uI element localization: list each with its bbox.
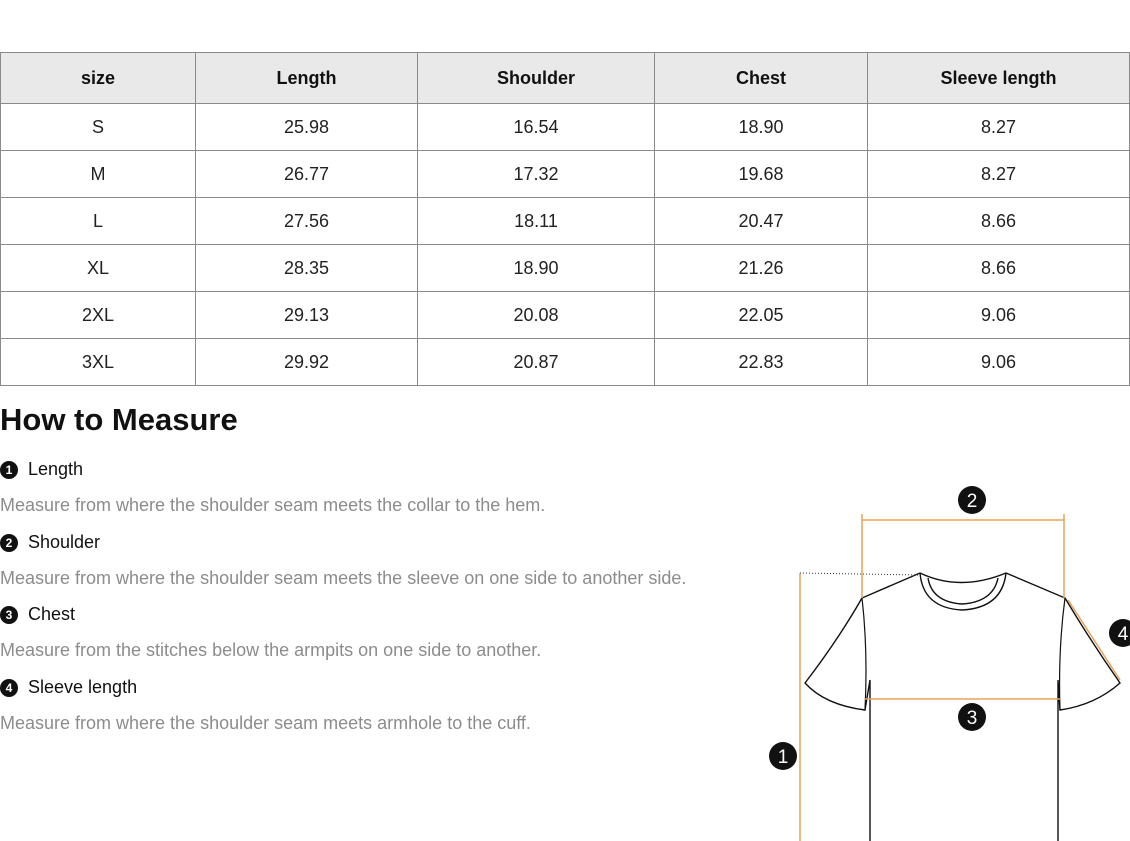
number-3-icon: 3 (0, 606, 18, 624)
step-label: Chest (28, 604, 76, 624)
step-sleeve-length (0, 677, 137, 698)
step-label: Sleeve length (28, 677, 138, 697)
cell-sleeve-length: 8.27 (868, 151, 1130, 198)
header-length: Length (196, 53, 418, 104)
table-row (1, 339, 1130, 386)
tshirt-measurement-diagram (760, 480, 1129, 841)
step-label: Length (28, 459, 84, 479)
cell-size: M (1, 151, 196, 198)
cell-size: L (1, 198, 196, 245)
cell-sleeve-length: 9.06 (868, 339, 1130, 386)
number-4-icon: 4 (0, 679, 18, 697)
table-row (1, 104, 1130, 151)
step-description: Measure from where the shoulder seam meets the collar to the hem. (0, 495, 546, 515)
cell-shoulder: 16.54 (418, 104, 655, 151)
cell-chest: 22.05 (655, 292, 868, 339)
number-1-icon: 1 (0, 461, 18, 479)
size-chart-table (0, 52, 1130, 386)
cell-size: S (1, 104, 196, 151)
header-size: size (1, 53, 196, 104)
cell-shoulder: 17.32 (418, 151, 655, 198)
marker-4-icon (1109, 619, 1130, 647)
cell-size: 3XL (1, 339, 196, 386)
svg-text:2: 2 (966, 491, 978, 512)
step-description: Measure from where the shoulder seam meets armhole to the cuff. (0, 713, 531, 733)
svg-text:3: 3 (966, 708, 978, 729)
cell-sleeve-length: 9.06 (868, 292, 1130, 339)
cell-shoulder: 18.11 (418, 198, 655, 245)
cell-sleeve-length: 8.27 (868, 104, 1130, 151)
header-sleeve-length: Sleeve length (868, 53, 1130, 104)
cell-length: 25.98 (196, 104, 418, 151)
step-shoulder (0, 532, 100, 553)
cell-sleeve-length: 8.66 (868, 245, 1130, 292)
cell-length: 28.35 (196, 245, 418, 292)
step-label: Shoulder (28, 532, 101, 552)
cell-sleeve-length: 8.66 (868, 198, 1130, 245)
cell-shoulder: 18.90 (418, 245, 655, 292)
header-shoulder: Shoulder (418, 53, 655, 104)
cell-length: 29.92 (196, 339, 418, 386)
tshirt-armhole-seams (862, 598, 1065, 710)
cell-chest: 19.68 (655, 151, 868, 198)
cell-shoulder: 20.87 (418, 339, 655, 386)
marker-1-icon (769, 742, 797, 770)
cell-shoulder: 20.08 (418, 292, 655, 339)
cell-length: 27.56 (196, 198, 418, 245)
cell-chest: 21.26 (655, 245, 868, 292)
table-row (1, 198, 1130, 245)
number-2-icon: 2 (0, 534, 18, 552)
table-row (1, 151, 1130, 198)
cell-size: XL (1, 245, 196, 292)
step-description: Measure from where the shoulder seam meets the sleeve on one side to another side. (0, 568, 687, 588)
cell-chest: 20.47 (655, 198, 868, 245)
header-chest: Chest (655, 53, 868, 104)
cell-chest: 18.90 (655, 104, 868, 151)
length-dotted-line (800, 573, 920, 575)
marker-3-icon (958, 703, 986, 731)
cell-length: 29.13 (196, 292, 418, 339)
table-row (1, 292, 1130, 339)
table-header-row (1, 53, 1130, 104)
marker-2-icon (958, 486, 986, 514)
cell-chest: 22.83 (655, 339, 868, 386)
step-length (0, 459, 83, 480)
step-description: Measure from the stitches below the armpits on one side to another. (0, 640, 542, 660)
table-row (1, 245, 1130, 292)
svg-text:1: 1 (777, 747, 789, 768)
step-chest (0, 604, 75, 625)
how-to-measure-heading: How to Measure (0, 402, 238, 437)
cell-length: 26.77 (196, 151, 418, 198)
cell-size: 2XL (1, 292, 196, 339)
svg-text:4: 4 (1117, 624, 1129, 645)
